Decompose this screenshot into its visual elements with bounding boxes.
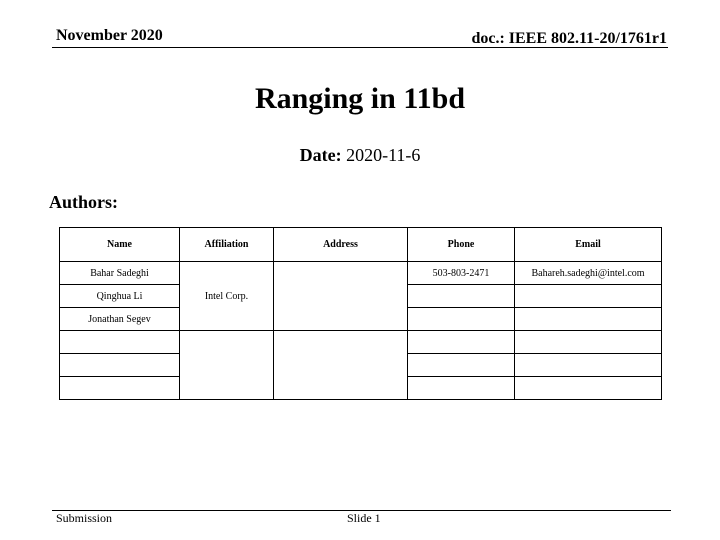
slide-title: Ranging in 11bd — [254, 82, 466, 115]
author-phone — [408, 285, 515, 308]
author-email — [515, 377, 662, 400]
column-header-phone: Phone — [408, 228, 515, 262]
author-phone — [408, 354, 515, 377]
column-header-name: Name — [60, 228, 180, 262]
authors-heading: Authors: — [49, 192, 119, 212]
author-email — [515, 354, 662, 377]
header-date: November 2020 — [56, 27, 163, 44]
header-doc-id: doc.: IEEE 802.11-20/1761r1 — [471, 30, 667, 47]
footer-slide-number: Slide 1 — [347, 511, 381, 525]
author-name: Qinghua Li — [60, 285, 180, 308]
authors-table — [59, 227, 662, 400]
date-line — [0, 145, 720, 166]
author-email — [515, 308, 662, 331]
table-header-row — [60, 228, 662, 262]
author-address — [274, 331, 408, 400]
author-email — [515, 331, 662, 354]
column-header-email: Email — [515, 228, 662, 262]
date-label: Date: — [299, 145, 342, 165]
column-header-affiliation: Affiliation — [180, 228, 274, 262]
author-name — [60, 354, 180, 377]
author-phone — [408, 331, 515, 354]
header-divider — [52, 47, 668, 48]
column-header-address: Address — [274, 228, 408, 262]
author-email: Bahareh.sadeghi@intel.com — [515, 262, 662, 285]
author-name — [60, 377, 180, 400]
author-name: Bahar Sadeghi — [60, 262, 180, 285]
table-row — [60, 331, 662, 354]
author-phone: 503-803-2471 — [408, 262, 515, 285]
date-value: 2020-11-6 — [346, 145, 421, 165]
author-address — [274, 262, 408, 331]
author-phone — [408, 377, 515, 400]
author-affiliation — [180, 331, 274, 400]
author-affiliation: Intel Corp. — [180, 262, 274, 331]
footer-submission: Submission — [56, 511, 113, 525]
table-row — [60, 262, 662, 285]
author-phone — [408, 308, 515, 331]
author-name: Jonathan Segev — [60, 308, 180, 331]
author-email — [515, 285, 662, 308]
author-name — [60, 331, 180, 354]
